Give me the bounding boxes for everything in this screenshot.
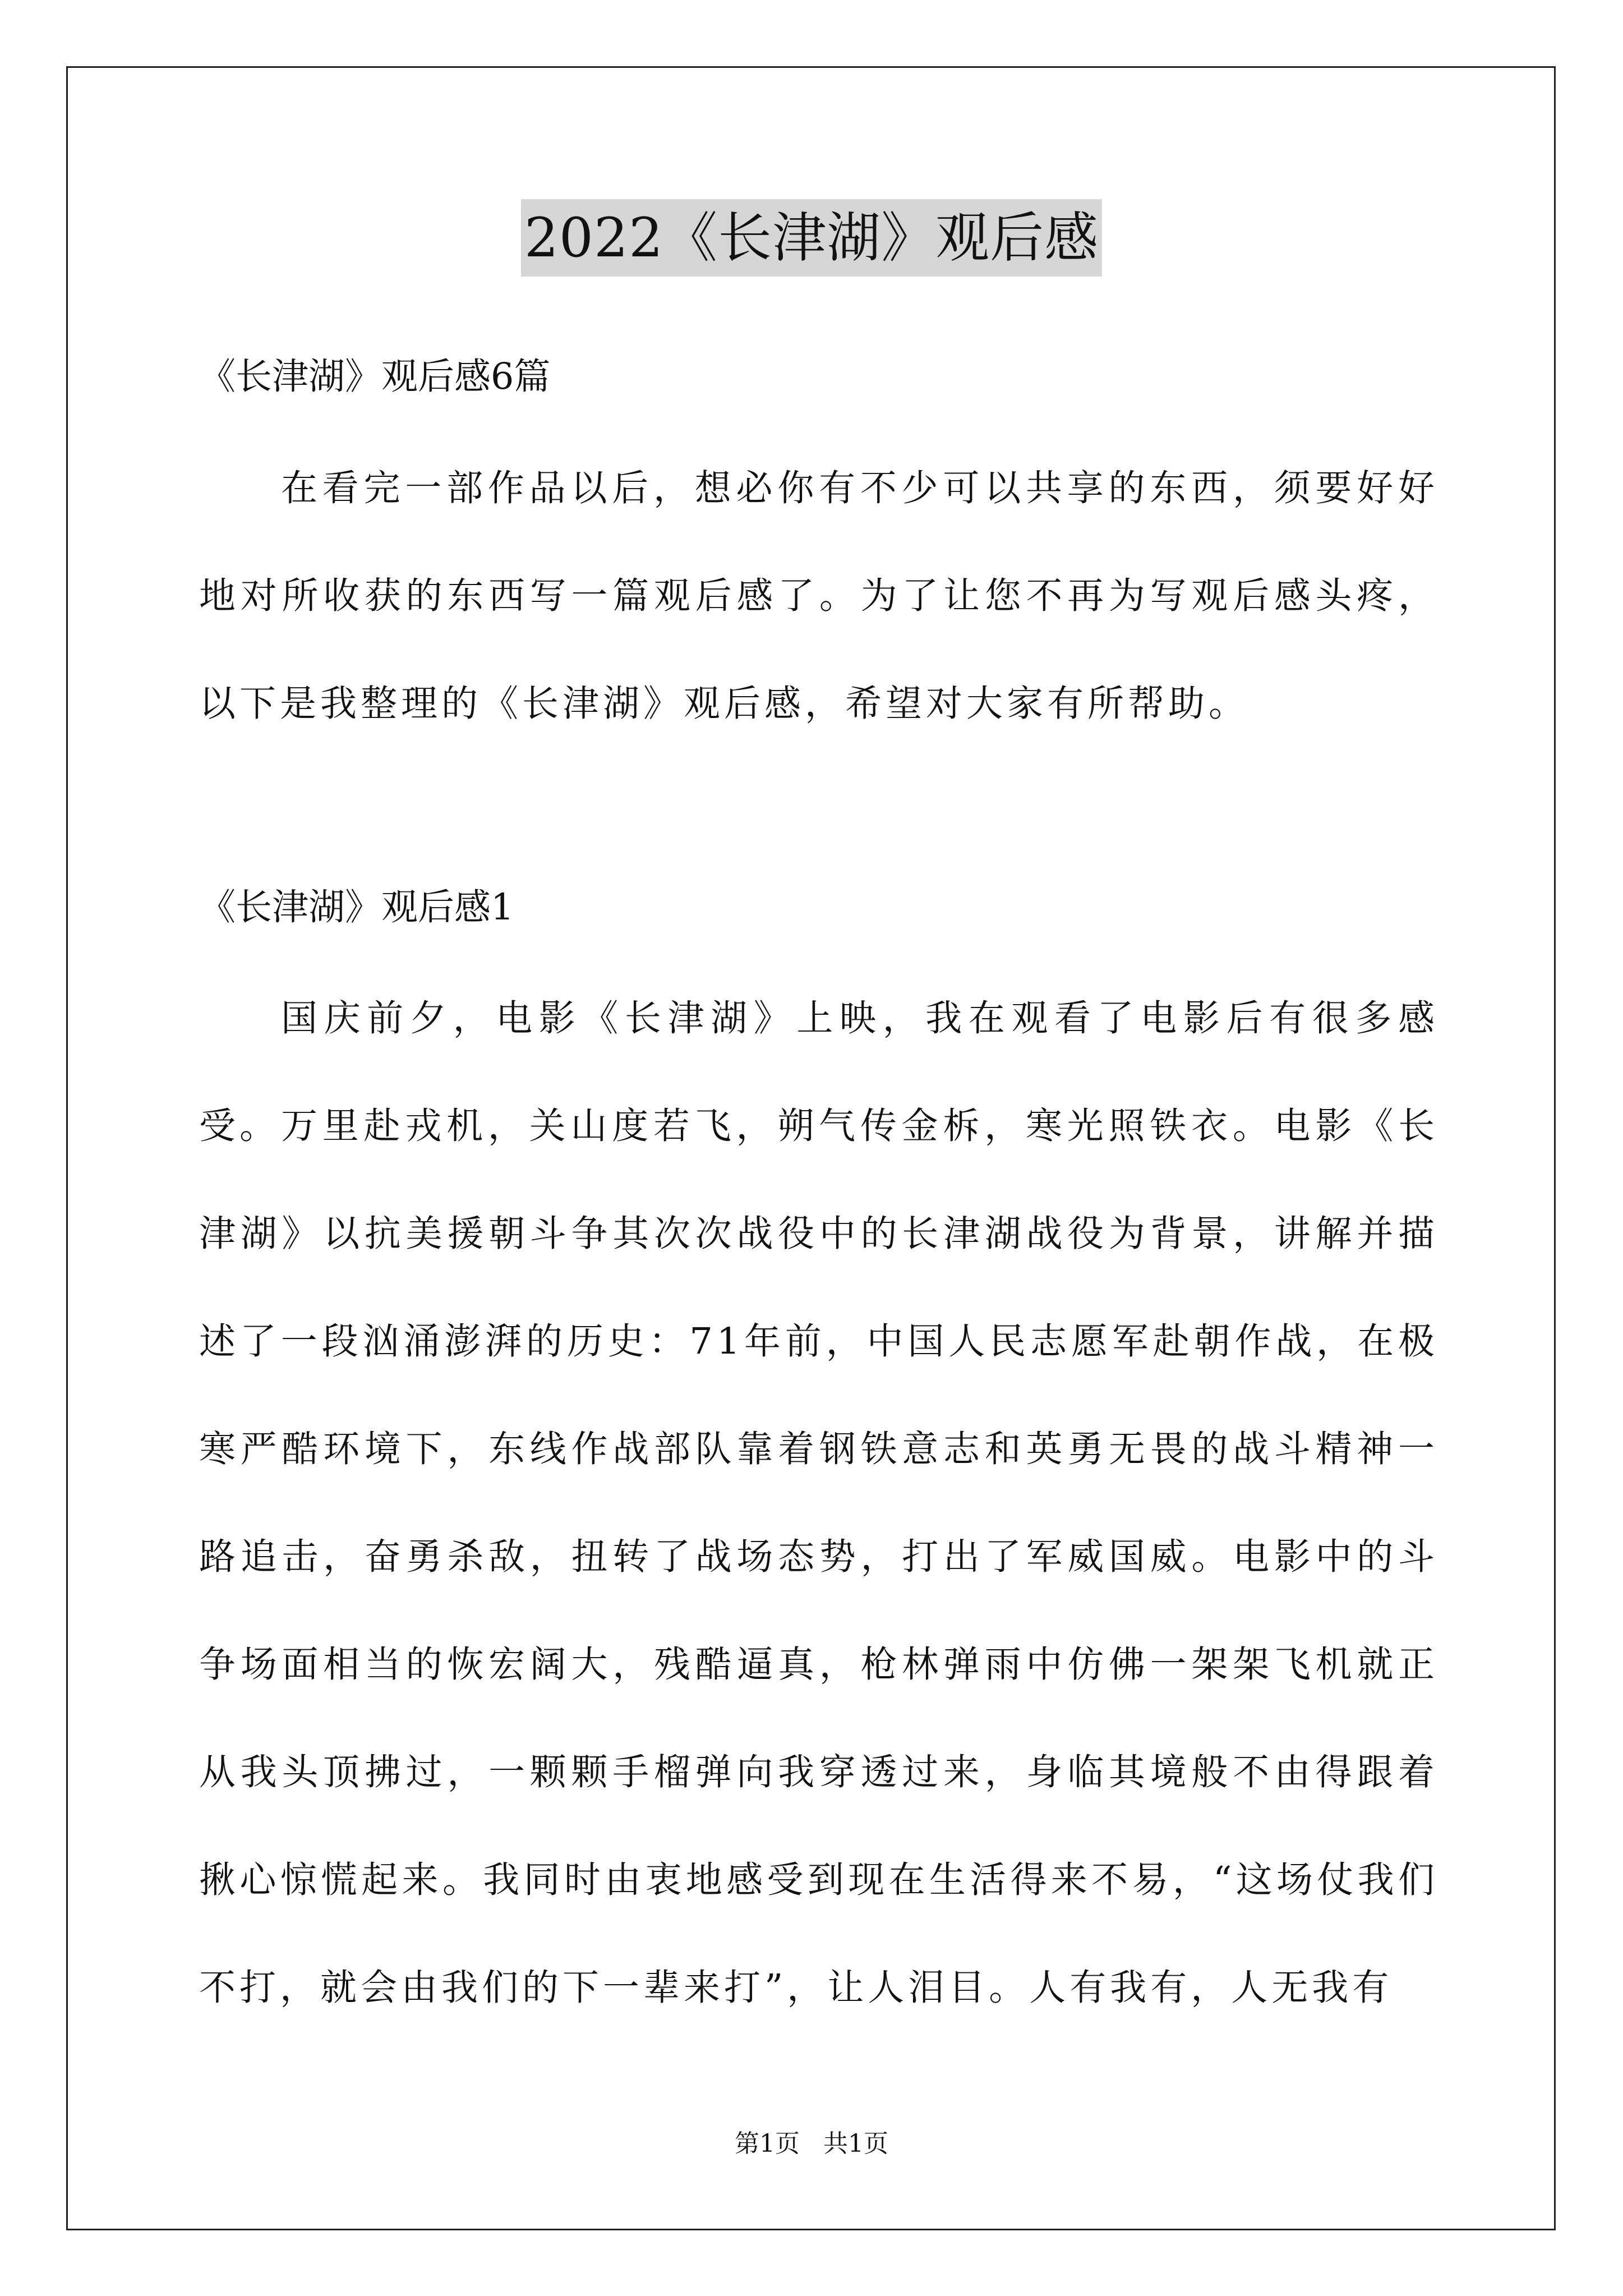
document-title: 2022《长津湖》观后感 bbox=[521, 199, 1102, 277]
intro-paragraph: 在看完一部作品以后，想必你有不少可以共享的东西，须要好好地对所收获的东西写一篇观后感了。为了让您不再为写观后感头疼，以下是我整理的《长津湖》观后感，希望对大家有所帮助。 bbox=[199, 467, 1438, 725]
page-footer: 第1页 共1页 bbox=[735, 2129, 888, 2158]
intro-heading: 《长津湖》观后感6篇 bbox=[199, 356, 551, 398]
title-container bbox=[0, 199, 1623, 277]
section-heading-1: 《长津湖》观后感1 bbox=[199, 886, 514, 928]
body-paragraph: 万里赴戎机，关山度若飞，朔气传金柝，寒光照铁衣。电影《长津湖》以抗美援朝斗争其次次战役中的长津湖战役为背景，讲解并描述了一段汹涌澎湃的历史：71年前，中国人民志愿军赴朝作战，在极寒严酷环境下，东线作战部队靠着钢铁意志和英勇无畏的战斗精神一路追击，奋勇杀敌，扭转了战场态势，打出了军威国威。电影中的斗争场面相当的恢宏阔大，残酷逼真，枪林弹雨中仿佛一架架飞机就正从我头顶拂过，一颗颗手榴弹向我穿透过来，身临其境般不由得跟着揪心惊慌起来。我同时由衷地感受到现在生活得来不易，“这场仗我们不打，就会由我们的下一辈来打”，让人泪目。人有我有，人无我有 bbox=[199, 1105, 1438, 2009]
body-paragraph: 国庆前夕，电影《长津湖》上映，我在观看了电影后有很多感受。 bbox=[199, 997, 1438, 1147]
